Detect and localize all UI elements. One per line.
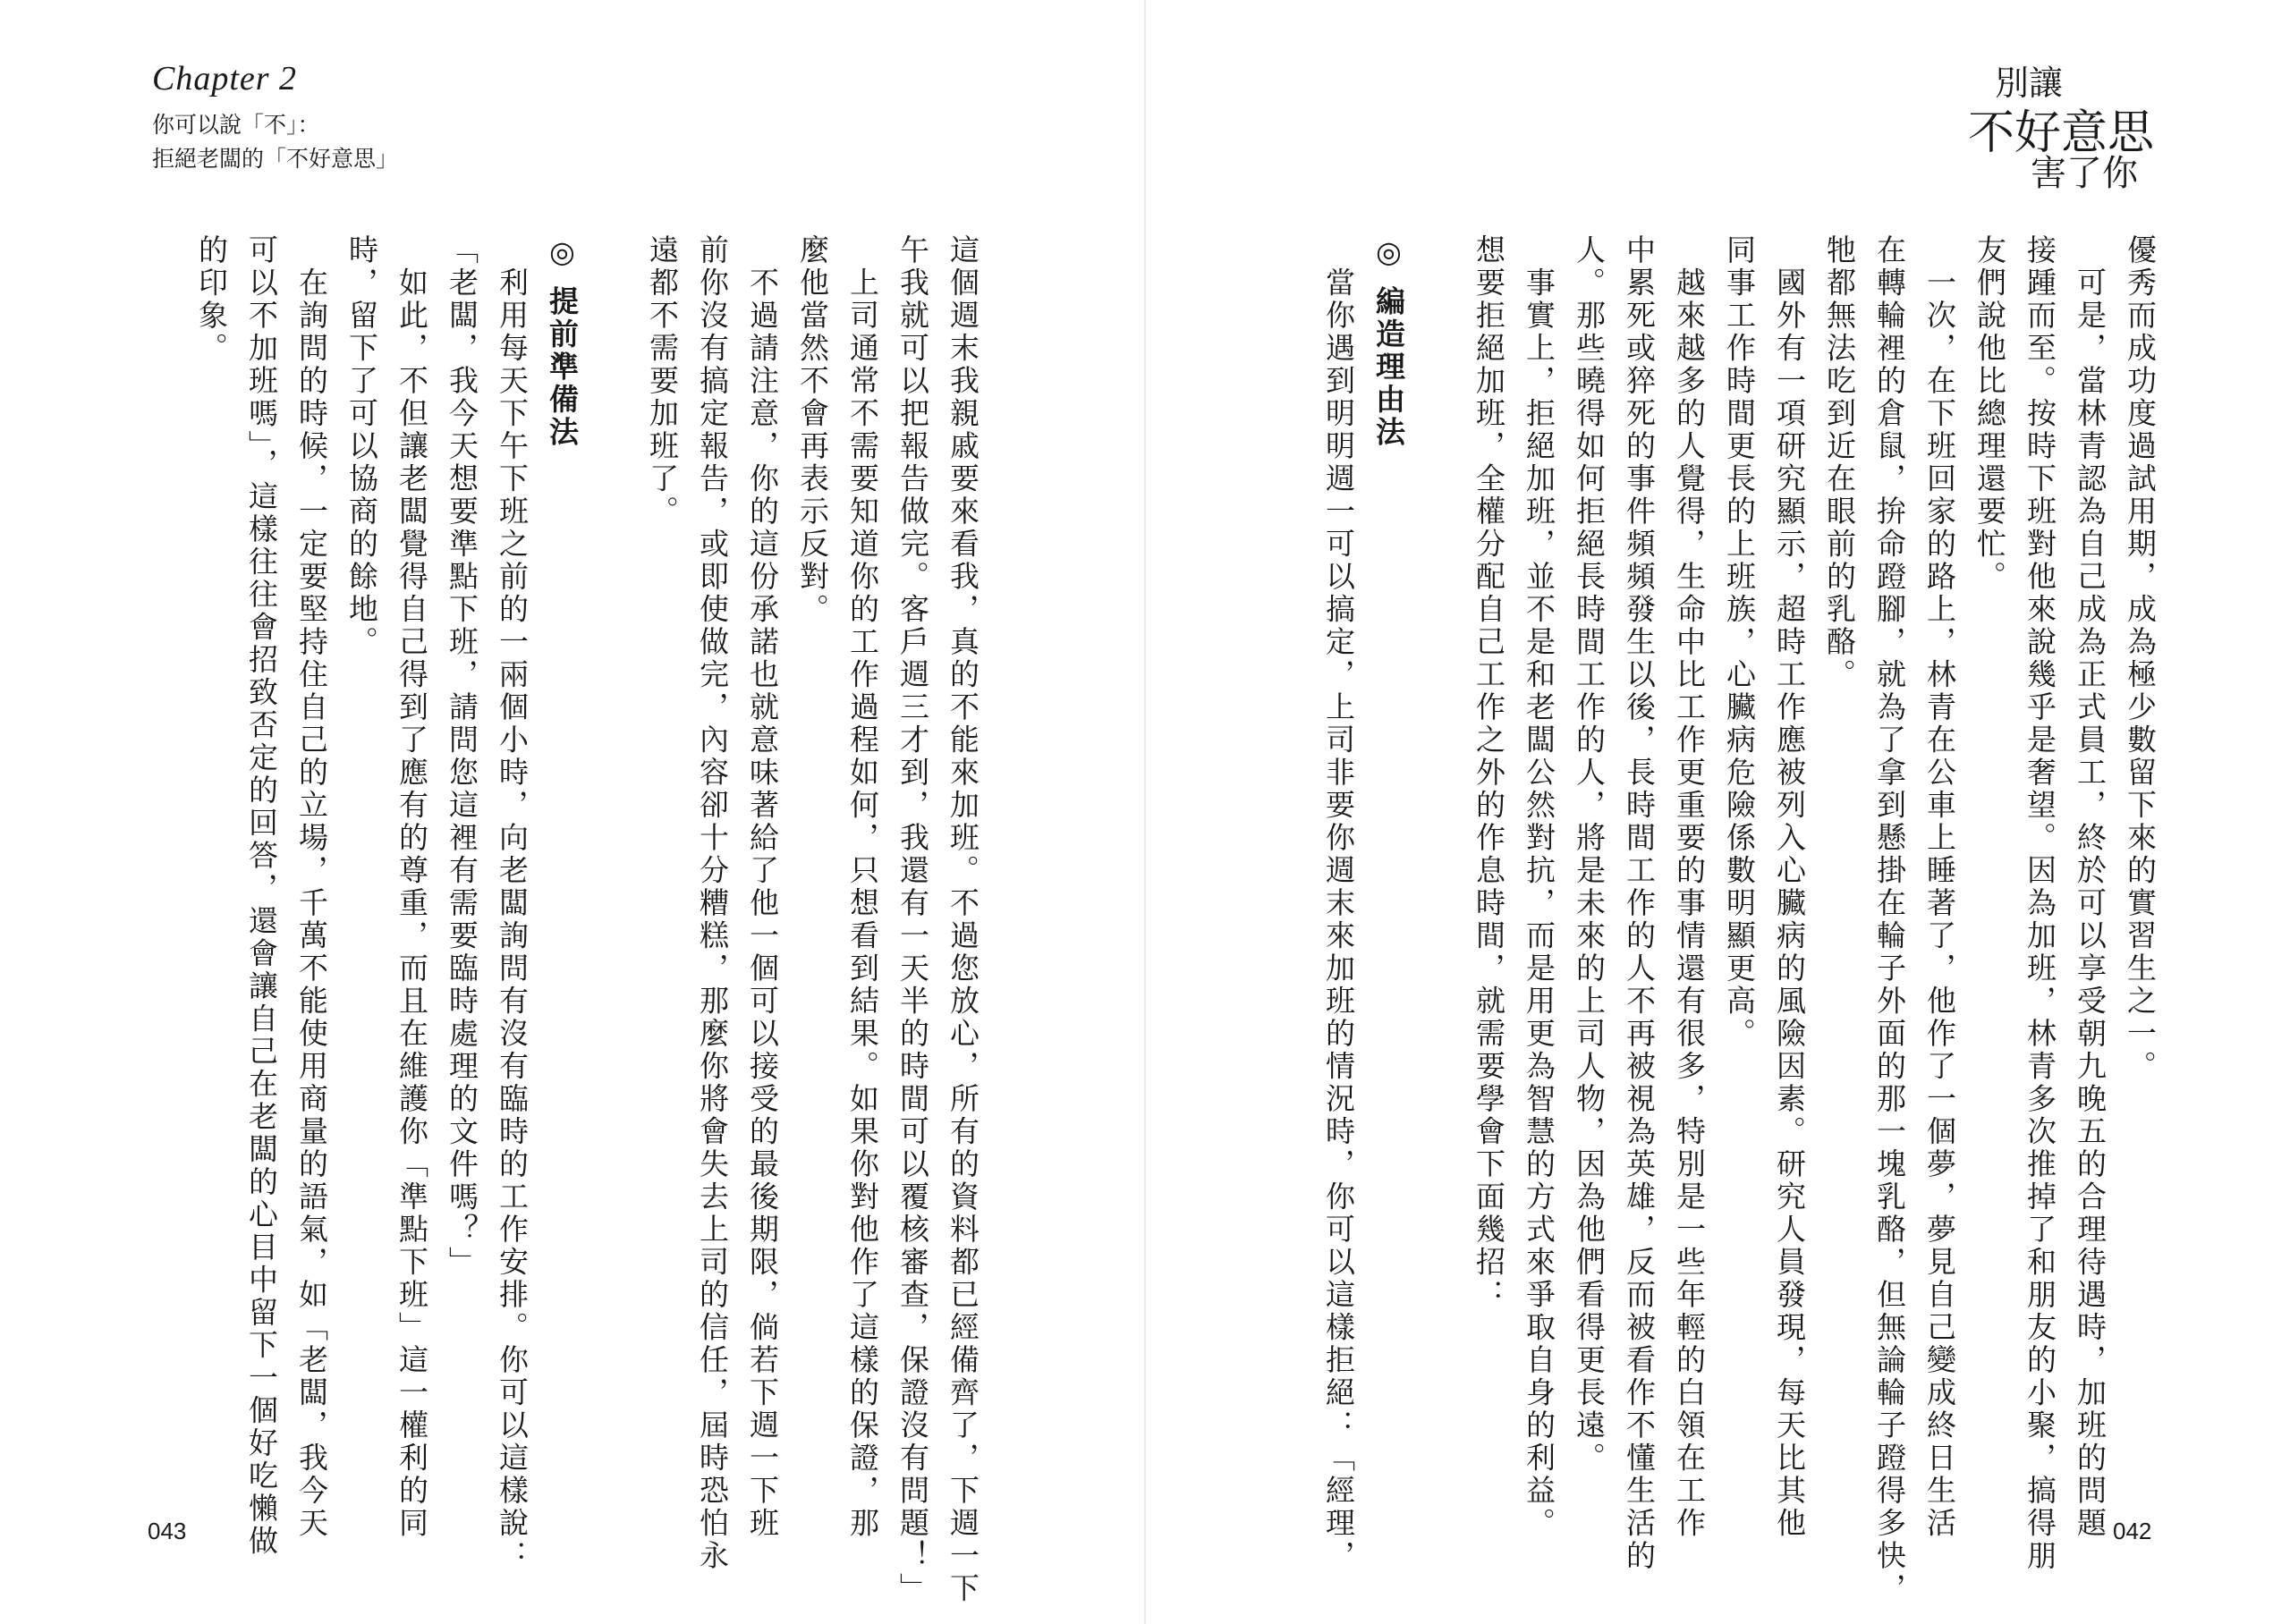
page-gutter <box>1144 0 1146 1624</box>
left-text-column: 麼他當然不會再表示反對。 <box>795 234 830 626</box>
left-text-column: 這個週末我親戚要來看我，真的不能來加班。不過您放心，所有的資料都已經備齊了，下週一下 <box>946 234 980 1605</box>
left-text-column: 如此，不但讓老闆覺得自己得到了應有的尊重，而且在維護你「準點下班」這一權利的同 <box>394 234 429 1540</box>
left-text-column: 上司通常不需要知道你的工作過程如何，只想看到結果。如果你對他作了這樣的保證，那 <box>845 234 880 1540</box>
left-text-column: 可以不加班嗎」，這樣往往會招致否定的回答，還會讓自己在老闆的心目中留下一個好吃懶做 <box>244 234 279 1558</box>
chapter-label: Chapter 2 <box>152 60 298 97</box>
right-text-column: 事實上，拒絕加班，並不是和老闆公然對抗，而是用更為智慧的方式來爭取自身的利益。 <box>1522 234 1556 1540</box>
chapter-subtitle-line-2: 拒絕老闆的「不好意思」 <box>152 146 399 172</box>
right-text-column: 牠都無法吃到近在眼前的乳酪。 <box>1822 234 1857 691</box>
left-text-column: 「老闆，我今天想要準點下班，請問您這裡有需要臨時處理的文件嗎？」 <box>445 234 479 1279</box>
left-text-column: 不過請注意，你的這份承諾也就意味著給了他一個可以接受的最後期限，倘若下週一下班 <box>745 234 780 1540</box>
book-title-logo <box>1959 55 2165 194</box>
right-text-column: 國外有一項研究顯示，超時工作應被列入心臟病的風險因素。研究人員發現，每天比其他 <box>1772 234 1807 1540</box>
left-text-column: 利用每天下午下班之前的一兩個小時，向老闆詢問有沒有臨時的工作安排。你可以這樣說： <box>495 234 530 1573</box>
right-text-column: 當你遇到明明週一可以搞定，上司非要你週末來加班的情況時，你可以這樣拒絕：「經理， <box>1321 234 1356 1573</box>
book-title-line-1: 別讓 <box>1995 63 2064 103</box>
right-text-column: 友們說他比總理還要忙。 <box>1972 234 2007 594</box>
left-text-column: 前你沒有搞定報告，或即使做完，內容卻十分糟糕，那麼你將會失去上司的信任，屆時恐怕永 <box>695 234 730 1573</box>
right-text-column: 在轉輪裡的倉鼠，拚命蹬腳，就為了拿到懸掛在輪子外面的那一塊乳酪，但無論輪子蹬得多快， <box>1872 234 1907 1605</box>
right-text-column: 優秀而成功度過試用期，成為極少數留下來的實習生之一。 <box>2123 234 2158 1083</box>
left-text-column: 的印象。 <box>194 234 229 365</box>
book-title-line-3: 害了你 <box>2031 153 2138 194</box>
book-title-line-2: 不好意思 <box>1968 106 2155 160</box>
page-number-left: 043 <box>148 1518 187 1544</box>
right-text-column: 想要拒絕加班，全權分配自己工作之外的作息時間，就需要學會下面幾招： <box>1472 234 1506 1312</box>
left-text-column: 遠都不需要加班了。 <box>645 234 680 529</box>
right-text-column: 越來越多的人覺得，生命中比工作更重要的事情還有很多，特別是一些年輕的白領在工作 <box>1672 234 1707 1540</box>
right-text-column: 中累死或猝死的事件頻頻發生以後，長時間工作的人不再被視為英雄，反而被看作不懂生活的 <box>1622 234 1657 1573</box>
left-text-column: 午我就可以把報告做完。客戶週三才到，我還有一天半的時間可以覆核審查，保證沒有問題！」 <box>895 234 930 1605</box>
section-heading-prepare-ahead: ◎ 提前準備法 <box>545 234 580 449</box>
page-number-right: 042 <box>2113 1518 2152 1544</box>
right-text-column: 人。那些曉得如何拒絕長時間工作的人，將是未來的上司人物，因為他們看得更長遠。 <box>1572 234 1607 1475</box>
right-text-column: 接踵而至。按時下班對他來說幾乎是奢望。因為加班，林青多次推掉了和朋友的小聚，搞得朋 <box>2023 234 2057 1573</box>
section-heading-fabricate-reason: ◎ 編造理由法 <box>1371 234 1406 449</box>
chapter-subtitle-line-1: 你可以說「不」： <box>152 112 320 138</box>
left-text-column: 時，留下了可以協商的餘地。 <box>344 234 379 659</box>
left-text-column: 在詢問的時候，一定要堅持住自己的立場，千萬不能使用商量的語氣，如「老闆，我今天 <box>294 234 329 1540</box>
right-text-column: 可是，當林青認為自己成為正式員工，終於可以享受朝九晚五的合理待遇時，加班的問題 <box>2073 234 2108 1540</box>
right-text-column: 一次，在下班回家的路上，林青在公車上睡著了，他作了一個夢，夢見自己變成終日生活 <box>1922 234 1957 1540</box>
right-text-column: 同事工作時間更長的上班族，心臟病危險係數明顯更高。 <box>1722 234 1757 1051</box>
